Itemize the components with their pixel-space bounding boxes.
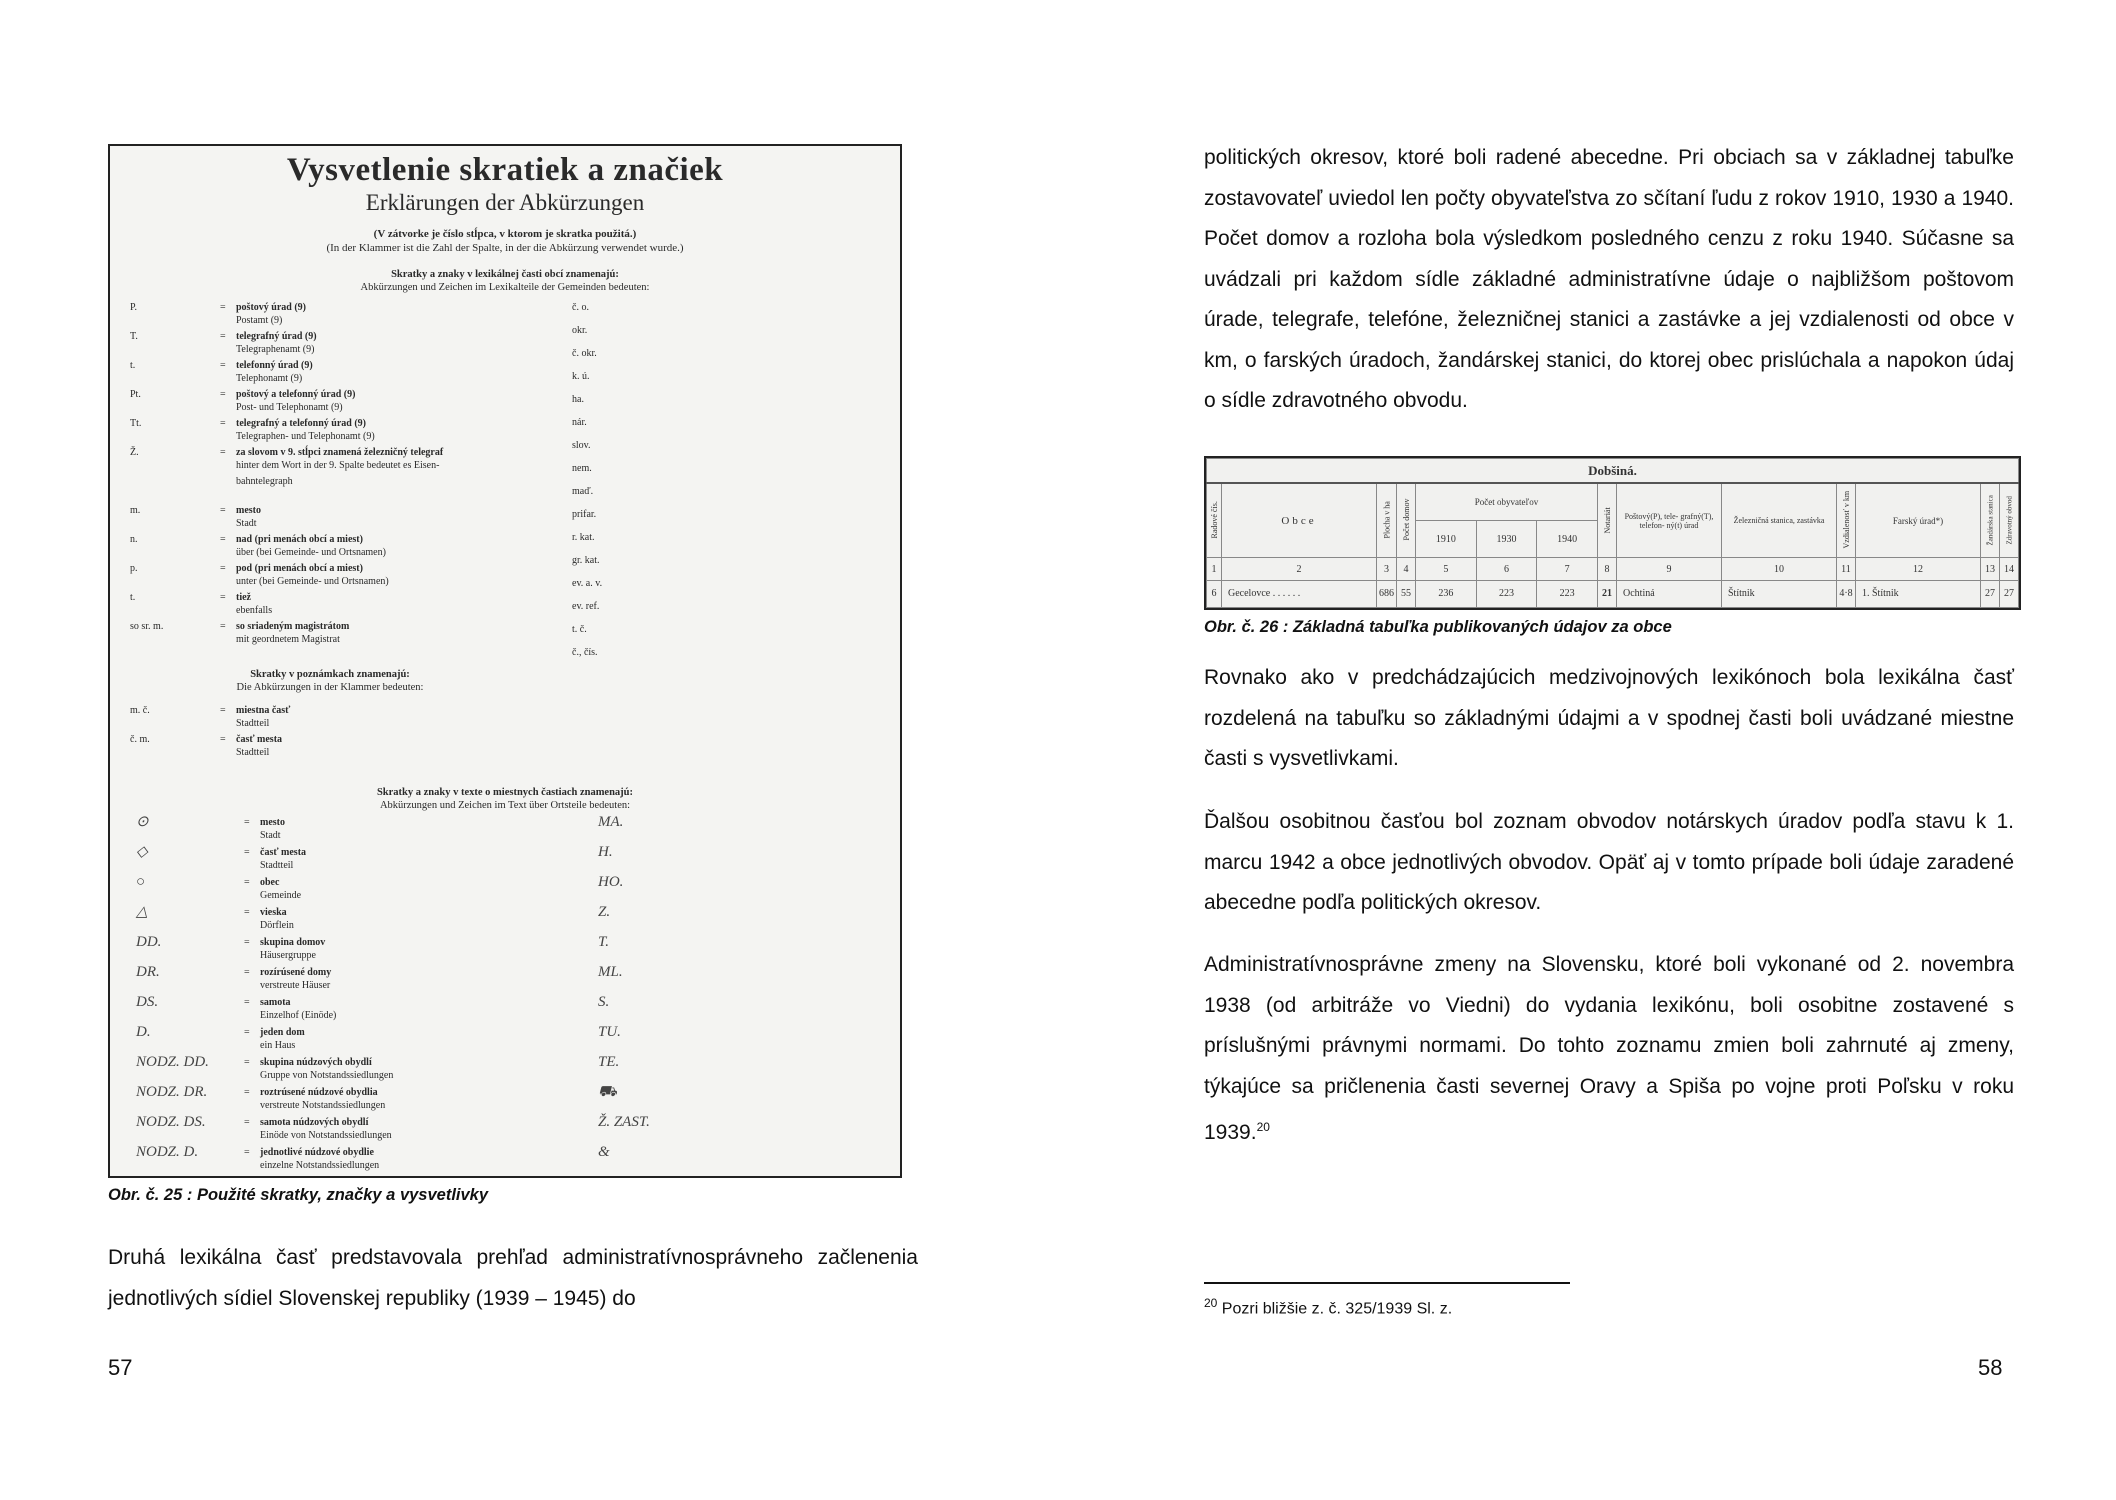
abbrev-meaning-de: Stadtteil	[236, 747, 270, 758]
column-number-cell: 5	[1416, 558, 1477, 580]
abbrev-entry	[572, 393, 902, 416]
abbrev-key: &	[598, 1144, 610, 1160]
figure-title: Vysvetlenie skratiek a značiek	[286, 152, 724, 188]
table-cell: 27	[1981, 580, 2000, 607]
abbrev-key: ⊙	[136, 814, 149, 830]
abbrev-entry: NODZ. DR. = roztrúsené núdzové obydlia verstreute Notstandssiedlungen	[136, 1084, 386, 1111]
page-number-left: 57	[108, 1355, 133, 1380]
figure-26-caption: Obr. č. 26 : Základná tabuľka publikovaných údajov za obce	[1204, 618, 1672, 636]
abbrev-key: H.	[598, 844, 613, 860]
abbrev-entry	[598, 906, 902, 936]
abbrev-meaning-sk: telegrafný úrad (9)	[236, 331, 317, 342]
abbrev-key: T.	[598, 934, 609, 950]
abbrev-meaning-de: Post- und Telephonamt (9)	[236, 402, 343, 413]
column-number-cell: 9	[1617, 558, 1722, 580]
abbrev-entry	[598, 846, 902, 876]
column-number-cell: 7	[1537, 558, 1598, 580]
th-year-1910: 1910	[1416, 521, 1477, 558]
abbrev-entry	[572, 508, 902, 531]
abbrev-entry	[598, 1026, 902, 1056]
abbrev-entry	[572, 485, 902, 508]
column-number-cell: 6	[1476, 558, 1537, 580]
abbrev-entry	[598, 1116, 902, 1146]
abbrev-meaning-de: Telephonamt (9)	[236, 373, 303, 384]
abbrev-key: r. kat.	[572, 532, 595, 543]
abbrev-meaning-sk: vieska	[260, 907, 287, 918]
abbrev-meaning-de: Einzelhof (Einöde)	[260, 1010, 337, 1021]
footnote-ref: 20	[1256, 1120, 1270, 1134]
abbrev-key: Pt.	[130, 389, 141, 400]
abbrev-entry	[572, 370, 902, 393]
abbrev-meaning-sk: tiež	[236, 592, 251, 603]
abbrev-entry: m. č. = miestna časť Stadtteil	[130, 705, 291, 729]
abbrev-meaning-sk: časť mesta	[260, 847, 307, 858]
abbrev-meaning-sk: miestna časť	[236, 705, 291, 716]
abbrev-entry	[572, 462, 902, 485]
abbrev-meaning-de: Telegraphen- und Telephonamt (9)	[236, 431, 375, 442]
abbrev-entry	[572, 439, 902, 462]
abbrev-key: DS.	[136, 994, 159, 1010]
abbrev-entry: Tt. = telegrafný a telefonný úrad (9) Telegraphen- und Telephonamt (9)	[130, 418, 375, 442]
abbrev-entry	[598, 876, 902, 906]
abbrev-entry: so sr. m. = so sriadeným magistrátom mit geordnetem Magistrat	[130, 621, 350, 645]
footnote: $^{20}$ Pozri bližšie z. č. 325/1939 Sl. z.	[1204, 1296, 1453, 1318]
abbrev-key: m. č.	[130, 705, 150, 716]
abbrev-key: slov.	[572, 440, 591, 451]
abbrev-meaning-sk: mesto	[260, 817, 285, 828]
abbrev-key: ⛟	[598, 1084, 617, 1100]
section2-heading: Skratky v poznámkach znamenajú: Die Abkürzungen in der Klammer bedeuten:	[236, 669, 424, 693]
column-number-cell: 11	[1837, 558, 1856, 580]
column-number-cell: 3	[1377, 558, 1397, 580]
abbrev-key: so sr. m.	[130, 621, 164, 632]
abbrev-key: nem.	[572, 463, 592, 474]
abbrev-entry: t. = tiež ebenfalls	[130, 592, 273, 616]
abbrev-meaning-de: ebenfalls	[236, 605, 273, 616]
abbrev-key: Z.	[598, 904, 611, 920]
column-number-cell: 13	[1981, 558, 2000, 580]
abbrev-meaning-de: Telegraphenamt (9)	[236, 344, 315, 355]
abbrev-entry	[572, 347, 902, 370]
abbrev-meaning-sk: so sriadeným magistrátom	[236, 621, 350, 632]
column-number-row	[1207, 558, 2019, 580]
figure-note-sk: (V zátvorke je číslo stĺpca, v ktorom je skratka použitá.)	[373, 228, 637, 240]
th-year-1930: 1930	[1476, 521, 1537, 558]
abbrev-meaning-de: Gemeinde	[260, 890, 302, 901]
table-cell: 1. Štítnik	[1856, 580, 1981, 607]
abbrev-meaning-sk: obec	[260, 877, 280, 888]
abbrev-meaning-sk: telefonný úrad (9)	[236, 360, 313, 371]
abbrev-key: Ž. ZAST.	[598, 1114, 650, 1130]
abbrev-entry	[130, 475, 496, 504]
abbrev-key: D.	[136, 1024, 151, 1040]
abbrev-entry	[598, 936, 902, 966]
figure-note-de: (In der Klammer ist die Zahl der Spalte, in der die Abkürzung verwendet wurde.)	[326, 242, 684, 254]
th-farsky: Farský úrad*)	[1856, 483, 1981, 558]
th-domov: Počet domov	[1397, 483, 1416, 558]
abbrev-key: ev. a. v.	[572, 578, 603, 589]
abbrev-meaning-de: Stadtteil	[236, 718, 270, 729]
abbrev-meaning-de: über (bei Gemeinde- und Ortsnamen)	[236, 547, 386, 558]
abbrev-key: NODZ. DR.	[136, 1084, 208, 1100]
abbrev-meaning-de: bahntelegraph	[236, 476, 293, 487]
abbrev-entry: P. = poštový úrad (9) Postamt (9)	[130, 302, 307, 326]
abbrev-key: △	[136, 904, 148, 920]
abbrev-key: t.	[130, 360, 136, 371]
abbrev-meaning-sk: rozírúsené domy	[260, 967, 332, 978]
th-vzdial: Vzdialenosť v km	[1837, 483, 1856, 558]
abbrev-key: S.	[598, 994, 610, 1010]
abbrev-key: Ž.	[130, 447, 139, 458]
abbrev-meaning-de: Häusergruppe	[260, 950, 316, 961]
section1-heading: Skratky a znaky v lexikálnej časti obcí znamenajú: Abkürzungen und Zeichen im Lexikalteile der Gemeinden bedeuten:	[360, 269, 650, 293]
abbrev-entry: ◇ = časť mesta Stadtteil	[136, 844, 307, 871]
abbrev-entry: NODZ. DS. = samota núdzových obydlí Einöde von Notstandssiedlungen	[136, 1114, 392, 1141]
abbrev-meaning-sk: skupina domov	[260, 937, 326, 948]
abbrev-entry	[572, 554, 902, 577]
abbrev-meaning-sk: telegrafný a telefonný úrad (9)	[236, 418, 366, 429]
abbrev-meaning-de: Postamt (9)	[236, 315, 283, 326]
abbrev-meaning-sk: roztrúsené núdzové obydlia	[260, 1087, 378, 1098]
abbrev-key: DD.	[136, 934, 162, 950]
abbrev-key: P.	[130, 302, 137, 313]
column-number-cell: 10	[1722, 558, 1837, 580]
abbrev-entry	[572, 577, 902, 600]
page-number-right: 58	[1978, 1355, 2003, 1380]
abbrev-meaning-de: Gruppe von Notstandssiedlungen	[260, 1070, 394, 1081]
abbrev-meaning-sk: jeden dom	[260, 1027, 305, 1038]
abbrev-key: nár.	[572, 417, 587, 428]
right-paragraph-2: Rovnako ako v predchádzajúcich medzivojnových lexikónoch bola lexikálna časť rozdelená na tabuľku so základnými údajmi a v spodnej časti boli uvádzané miestne časti s vysvetlivkami.	[1204, 666, 2014, 770]
abbrev-entry: ○ = obec Gemeinde	[136, 874, 302, 901]
th-postovy: Poštový(P), tele- grafný(T), telefon- ný(t) úrad	[1617, 483, 1722, 558]
abbrev-key: T.	[130, 331, 138, 342]
right-page	[1058, 0, 2116, 1500]
abbrev-meaning-sk: časť mesta	[236, 734, 283, 745]
table-cell: 223	[1476, 580, 1537, 607]
th-zdrav: Zdravotný obvod	[2000, 483, 2019, 558]
abbrev-entry	[598, 1086, 902, 1116]
abbrev-key: maď.	[572, 486, 594, 497]
abbrev-entry	[598, 816, 902, 846]
abbrev-key: t.	[130, 592, 136, 603]
abbrev-entry: NODZ. D. = jednotlivé núdzové obydlie einzelne Notstandssiedlungen	[136, 1144, 380, 1171]
table-cell: Gecelovce . . . . . .	[1222, 580, 1377, 607]
abbrev-meaning-sk: samota núdzových obydlí	[260, 1117, 369, 1128]
table-title: Dobšiná.	[1207, 459, 2019, 484]
table-cell: 223	[1537, 580, 1598, 607]
abbrev-entry	[598, 996, 902, 1026]
th-pocet: Počet obyvateľov	[1416, 483, 1598, 520]
table-cell: 27	[2000, 580, 2019, 607]
abbrev-meaning-sk: skupina núdzových obydlí	[260, 1057, 372, 1068]
abbrev-key: ◇	[136, 844, 148, 860]
table-cell: Ochtiná	[1617, 580, 1722, 607]
th-zandar: Žandárska stanica	[1981, 483, 2000, 558]
abbrev-entry: T. = telegrafný úrad (9) Telegraphenamt (9)	[130, 331, 317, 355]
footnote-separator	[1204, 1282, 1570, 1284]
abbrev-key: n.	[130, 534, 138, 545]
abbrev-key: NODZ. DD.	[136, 1054, 209, 1070]
th-zeleznicna: Železničná stanica, zastávka	[1722, 483, 1837, 558]
abbrev-entry: DD. = skupina domov Häusergruppe	[136, 934, 326, 961]
table-cell: 236	[1416, 580, 1477, 607]
abbrev-key: t. č.	[572, 624, 587, 635]
th-obce: Obce	[1222, 483, 1377, 558]
abbrev-entry	[598, 966, 902, 996]
abbrev-entry: t. = telefonný úrad (9) Telephonamt (9)	[130, 360, 313, 384]
abbrev-key: prifar.	[572, 509, 597, 520]
figure-25-caption: Obr. č. 25 : Použité skratky, značky a vysvetlivky	[108, 1186, 489, 1204]
figure-subtitle: Erklärungen der Abkürzungen	[365, 190, 645, 215]
table-cell: 6	[1207, 580, 1222, 607]
abbrev-meaning-de: unter (bei Gemeinde- und Ortsnamen)	[236, 576, 389, 587]
abbrev-entry: n. = nad (pri menách obcí a miest) über (bei Gemeinde- und Ortsnamen)	[130, 534, 386, 558]
abbrev-meaning-de: Dörflein	[260, 920, 294, 931]
abbrev-key: Tt.	[130, 418, 142, 429]
abbrev-meaning-de: hinter dem Wort in der 9. Spalte bedeutet es Eisen-	[236, 460, 440, 471]
abbrev-entry	[572, 646, 902, 669]
abbrev-key: TU.	[598, 1024, 621, 1040]
abbrev-key: č. o.	[572, 302, 589, 313]
right-paragraph-1: politických okresov, ktoré boli radené abecedne. Pri obciach sa v základnej tabuľke zostavovateľ uviedol len počty obyvateľstva zo sčítaní ľudu z rokov 1910, 1930 a 1940. Počet domov a rozloha bola výsledkom posledného cenzu z roku 1940. Súčasne sa uvádzali pri každom sídle základné administratívne údaje o najbližšom poštovom úrade, telegrafe, telefóne, železničnej stanici a zastávke a jej vzdialenosti od obce v km, o farských úradoch, žandárskej stanici, do ktorej obec prislúchala a napokon údaj o sídle zdravotného obvodu.	[1204, 146, 2014, 412]
table-cell: Štítnik	[1722, 580, 1837, 607]
abbrev-meaning-de: verstreute Notstandssiedlungen	[260, 1100, 386, 1111]
table-cell: 4·8	[1837, 580, 1856, 607]
abbrev-entry: △ = vieska Dörflein	[136, 904, 294, 931]
abbrev-entry: DR. = rozírúsené domy verstreute Häuser	[136, 964, 332, 991]
abbrev-entry: DS. = samota Einzelhof (Einöde)	[136, 994, 337, 1021]
column-number-cell: 12	[1856, 558, 1981, 580]
abbrev-meaning-sk: jednotlivé núdzové obydlie	[260, 1147, 374, 1158]
abbrev-key: okr.	[572, 325, 588, 336]
section3-heading: Skratky a znaky v texte o miestnych častiach znamenajú: Abkürzungen und Zeichen im Text über Ortsteile bedeuten:	[376, 787, 634, 811]
abbrev-entry: NODZ. DD. = skupina núdzových obydlí Gruppe von Notstandssiedlungen	[136, 1054, 394, 1081]
abbrev-entry: č. m. = časť mesta Stadtteil	[130, 734, 283, 758]
abbrev-meaning-de: Stadt	[260, 830, 281, 841]
abbrev-key: ○	[136, 874, 146, 890]
abbrev-entry	[572, 324, 902, 347]
abbrev-meaning-sk: poštový a telefonný úrad (9)	[236, 389, 356, 400]
abbrev-meaning-de: Stadt	[236, 518, 257, 529]
table-cell: 21	[1598, 580, 1617, 607]
column-number-cell: 8	[1598, 558, 1617, 580]
th-rad: Radové čís.	[1207, 483, 1222, 558]
column-number-cell: 4	[1397, 558, 1416, 580]
dobsina-table	[1206, 458, 2019, 608]
abbrev-key: MA.	[598, 814, 624, 830]
abbrev-entry	[572, 600, 902, 623]
abbrev-key: HO.	[598, 874, 624, 890]
abbrev-meaning-sk: za slovom v 9. stĺpci znamená železničný telegraf	[236, 447, 444, 458]
abbrev-meaning-sk: nad (pri menách obcí a miest)	[236, 534, 363, 545]
table-row	[1207, 580, 2019, 607]
table-cell: 55	[1397, 580, 1416, 607]
abbrev-meaning-sk: pod (pri menách obcí a miest)	[236, 563, 363, 574]
abbrev-entry: Pt. = poštový a telefonný úrad (9) Post- und Telephonamt (9)	[130, 389, 356, 413]
dobsina-table-figure	[1204, 456, 2021, 610]
th-year-1940: 1940	[1537, 521, 1598, 558]
abbrev-key: p.	[130, 563, 138, 574]
left-paragraph: Druhá lexikálna časť predstavovala prehľad administratívnosprávneho začlenenia jednotlivých sídiel Slovenskej republiky (1939 – 1945) do	[108, 1246, 918, 1310]
th-notar: Notariát	[1598, 483, 1617, 558]
column-number-cell: 2	[1222, 558, 1377, 580]
abbrev-key: DR.	[136, 964, 160, 980]
abbrev-meaning-sk: poštový úrad (9)	[236, 302, 307, 313]
abbrev-key: NODZ. D.	[136, 1144, 199, 1160]
abbrev-key: k. ú.	[572, 371, 590, 382]
abbrev-meaning-de: mit geordnetem Magistrat	[236, 634, 340, 645]
abbrev-key: ha.	[572, 394, 584, 405]
abbrev-meaning-de: Stadtteil	[260, 860, 294, 871]
abbrev-meaning-de: Einöde von Notstandssiedlungen	[260, 1130, 392, 1141]
abbrev-entry: D. = jeden dom ein Haus	[136, 1024, 305, 1051]
abbrev-key: gr. kat.	[572, 555, 600, 566]
abbrev-key: ev. ref.	[572, 601, 600, 612]
abbrev-entry	[598, 1146, 902, 1176]
abbrev-meaning-sk: samota	[260, 997, 291, 1008]
abbrev-key: ML.	[598, 964, 623, 980]
abbrev-meaning-de: ein Haus	[260, 1040, 296, 1051]
abbrev-meaning-de: einzelne Notstandssiedlungen	[260, 1160, 380, 1171]
abbrev-key: TE.	[598, 1054, 620, 1070]
abbrev-entry: m. = mesto Stadt	[130, 505, 261, 529]
abbrev-entry: ⊙ = mesto Stadt	[136, 814, 285, 841]
abbrev-entry	[598, 1056, 902, 1086]
abbrev-meaning-sk: mesto	[236, 505, 261, 516]
abbrev-key: m.	[130, 505, 141, 516]
abbrev-entry: Ž. = za slovom v 9. stĺpci znamená železničný telegraf hinter dem Wort in der 9. Spalte bedeutet es Eisen-	[130, 447, 444, 471]
abbrev-entry: p. = pod (pri menách obcí a miest) unter (bei Gemeinde- und Ortsnamen)	[130, 563, 389, 587]
abbrev-entry	[572, 416, 902, 439]
abbrev-key: č. m.	[130, 734, 150, 745]
abbrev-entry	[572, 623, 902, 646]
right-paragraph-3: Ďalšou osobitnou časťou bol zoznam obvodov notárskych úradov podľa stavu k 1. marcu 1942 a obce jednotlivých obvodov. Opäť aj v tomto prípade boli údaje zaradené abecedne podľa politických okresov.	[1204, 810, 2014, 914]
column-number-cell: 1	[1207, 558, 1222, 580]
abbrev-entry	[572, 301, 902, 324]
abbrev-entry	[572, 531, 902, 554]
column-number-cell: 14	[2000, 558, 2019, 580]
abbrev-key: č., čís.	[572, 647, 598, 658]
abbrev-key: č. okr.	[572, 348, 597, 359]
table-cell: 686	[1377, 580, 1397, 607]
abbrev-meaning-de: verstreute Häuser	[260, 980, 331, 991]
abbreviations-figure	[108, 144, 902, 1178]
th-plocha: Plocha v ha	[1377, 483, 1397, 558]
right-paragraph-4: Administratívnosprávne zmeny na Slovensku, ktoré boli vykonané od 2. novembra 1938 (od arbitráže vo Viedni) do vydania lexikónu, boli osobitne zostavené s príslušnými právnymi normami. Do tohto zoznamu zmien boli zahrnuté aj zmeny, týkajúce sa pričlenenia časti severnej Oravy a Spiša po vojne proti Poľsku v roku 1939.20	[1204, 953, 2014, 1144]
abbrev-key: NODZ. DS.	[136, 1114, 206, 1130]
